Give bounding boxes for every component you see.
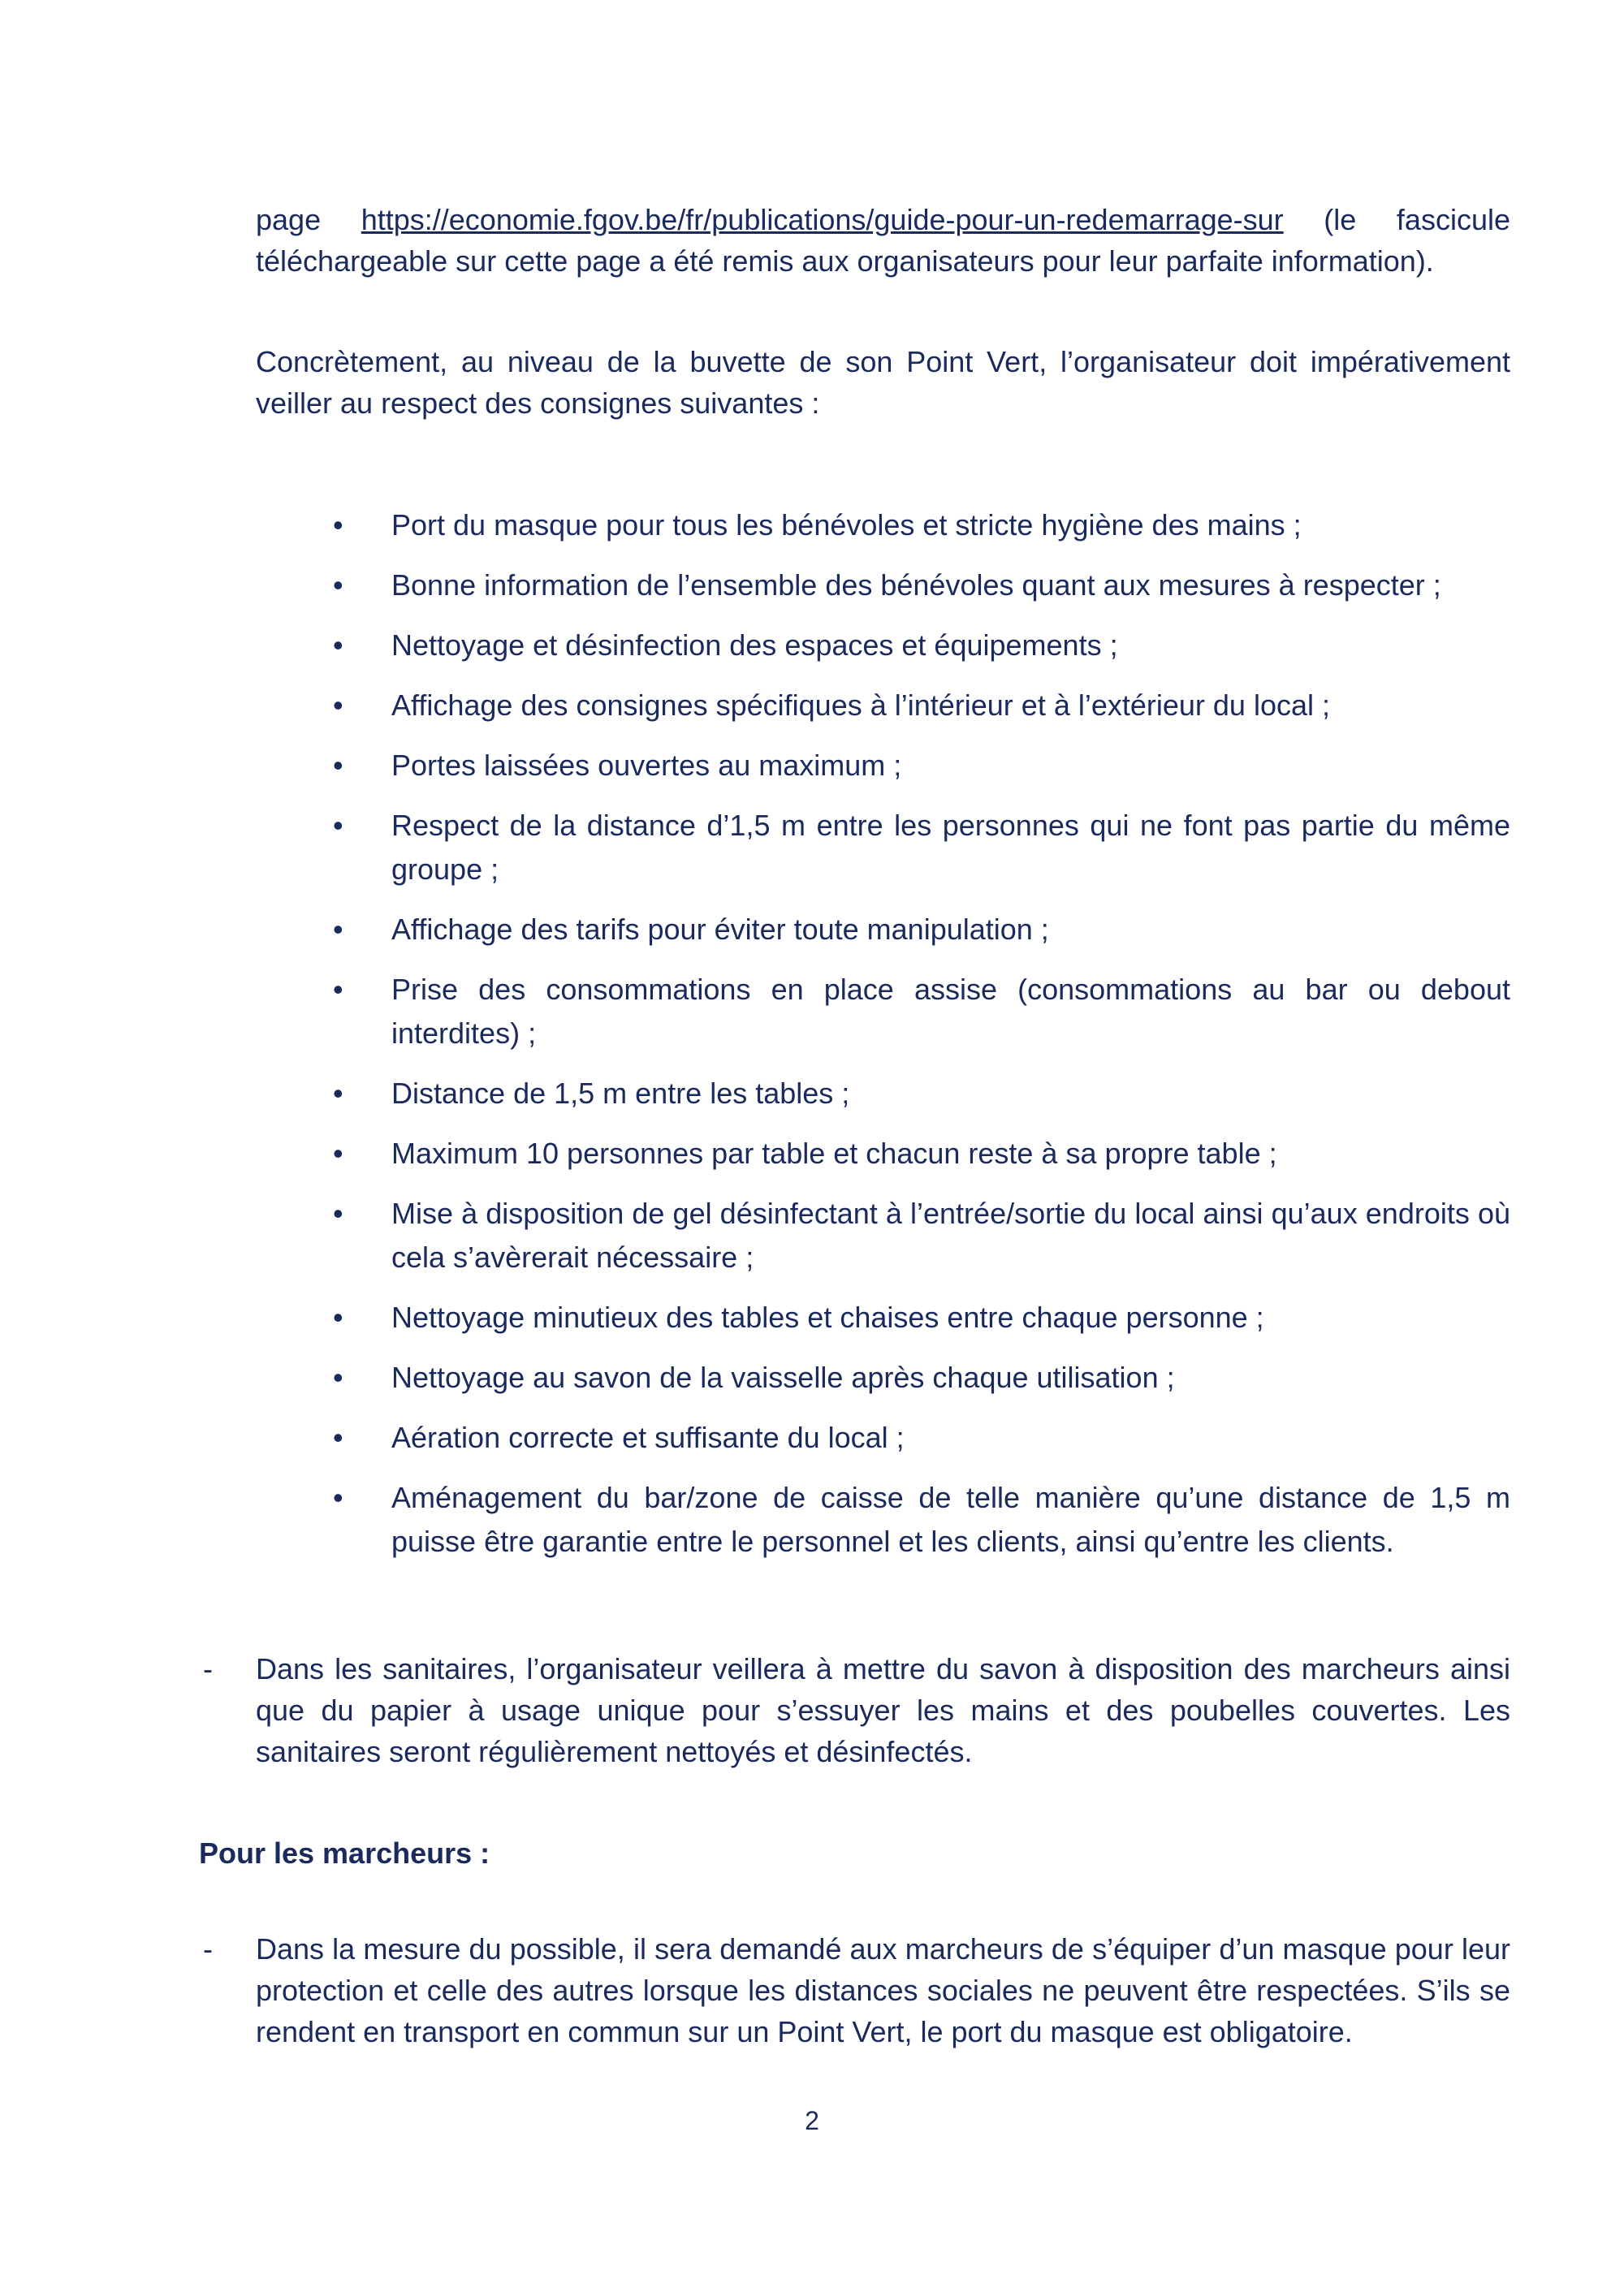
bullet-text: Affichage des consignes spécifiques à l’intérieur et à l’extérieur du local ; [391,688,1330,722]
bullet-icon: • [333,749,343,782]
bullet-item [325,1132,1510,1176]
sanitaires-paragraph: Dans les sanitaires, l’organisateur veillera à mettre du savon à disposition des marcheurs ainsi que du papier à usage unique pour s’essuyer les mains et des poubelles couvertes. Les sanitaires seront régulièrement nettoyés et désinfectés. [256,1652,1510,1768]
marcheurs-paragraph: Dans la mesure du possible, il sera demandé aux marcheurs de s’équiper d’un masque pour leur protection et celle des autres lorsque les distances sociales ne peuvent être respectées. S’ils se rendent en transport en commun sur un Point Vert, le port du masque est obligatoire. [256,1932,1510,2048]
bullet-item [325,1416,1510,1460]
bullet-text: Aménagement du bar/zone de caisse de telle manière qu’une distance de 1,5 m puisse être garantie entre le personnel et les clients, ainsi qu’entre les clients. [391,1481,1510,1558]
bullet-item [325,503,1510,547]
bullet-text: Affichage des tarifs pour éviter toute manipulation ; [391,913,1049,946]
instructions-bullet-list [325,503,1510,1580]
page-number: 2 [805,2106,819,2135]
bullet-item [325,624,1510,667]
bullet-icon: • [333,1481,343,1514]
bullet-icon: • [333,1077,343,1110]
bullet-icon: • [333,973,343,1006]
bullet-text: Mise à disposition de gel désinfectant à l’entrée/sortie du local ainsi qu’aux endroits où cela s’avèrerait nécessaire ; [391,1197,1510,1274]
bullet-item [325,684,1510,727]
bullet-text: Portes laissées ouvertes au maximum ; [391,749,902,782]
concretely-paragraph: Concrètement, au niveau de la buvette de son Point Vert, l’organisateur doit impérativement veiller au respect des consignes suivantes : [256,345,1510,420]
bullet-text: Bonne information de l’ensemble des bénévoles quant aux mesures à respecter ; [391,568,1441,602]
marcheurs-heading: Pour les marcheurs : [199,1836,490,1870]
bullet-item [325,744,1510,788]
bullet-item [325,1356,1510,1400]
intro-suffix: (le fascicule téléchargeable sur cette page a été remis aux organisateurs pour leur parfaite information). [256,203,1510,278]
bullet-icon: • [333,1137,343,1170]
bullet-icon: • [333,1197,343,1230]
bullet-icon: • [333,809,343,842]
bullet-icon: • [333,508,343,542]
bullet-item [325,1072,1510,1116]
bullet-item [325,908,1510,952]
intro-paragraph [256,199,1510,282]
bullet-icon: • [333,1301,343,1334]
bullet-item [325,563,1510,607]
bullet-icon: • [333,628,343,662]
bullet-text: Nettoyage et désinfection des espaces et équipements ; [391,628,1118,662]
bullet-text: Nettoyage minutieux des tables et chaises entre chaque personne ; [391,1301,1264,1334]
bullet-text: Respect de la distance d’1,5 m entre les personnes qui ne font pas partie du même groupe ; [391,809,1510,886]
bullet-text: Distance de 1,5 m entre les tables ; [391,1077,850,1110]
bullet-text: Prise des consommations en place assise (consommations au bar ou debout interdites) ; [391,973,1510,1050]
bullet-item [325,968,1510,1055]
bullet-text: Aération correcte et suffisante du local ; [391,1421,905,1454]
bullet-icon: • [333,568,343,602]
bullet-item [325,1476,1510,1564]
bullet-icon: • [333,688,343,722]
dash-marker: - [203,1652,213,1685]
guide-link[interactable]: https://economie.fgov.be/fr/publications/guide-pour-un-redemarrage-sur [361,203,1284,236]
bullet-text: Port du masque pour tous les bénévoles et stricte hygiène des mains ; [391,508,1302,542]
bullet-icon: • [333,1361,343,1394]
bullet-icon: • [333,913,343,946]
bullet-text: Maximum 10 personnes par table et chacun reste à sa propre table ; [391,1137,1277,1170]
dash-marker: - [203,1932,213,1966]
marcheurs-item [203,1928,1510,2052]
bullet-icon: • [333,1421,343,1454]
bullet-item [325,1192,1510,1280]
sanitaires-item [203,1648,1510,1772]
bullet-item [325,804,1510,891]
bullet-item [325,1296,1510,1340]
intro-prefix: page [256,203,361,236]
bullet-text: Nettoyage au savon de la vaisselle après chaque utilisation ; [391,1361,1175,1394]
